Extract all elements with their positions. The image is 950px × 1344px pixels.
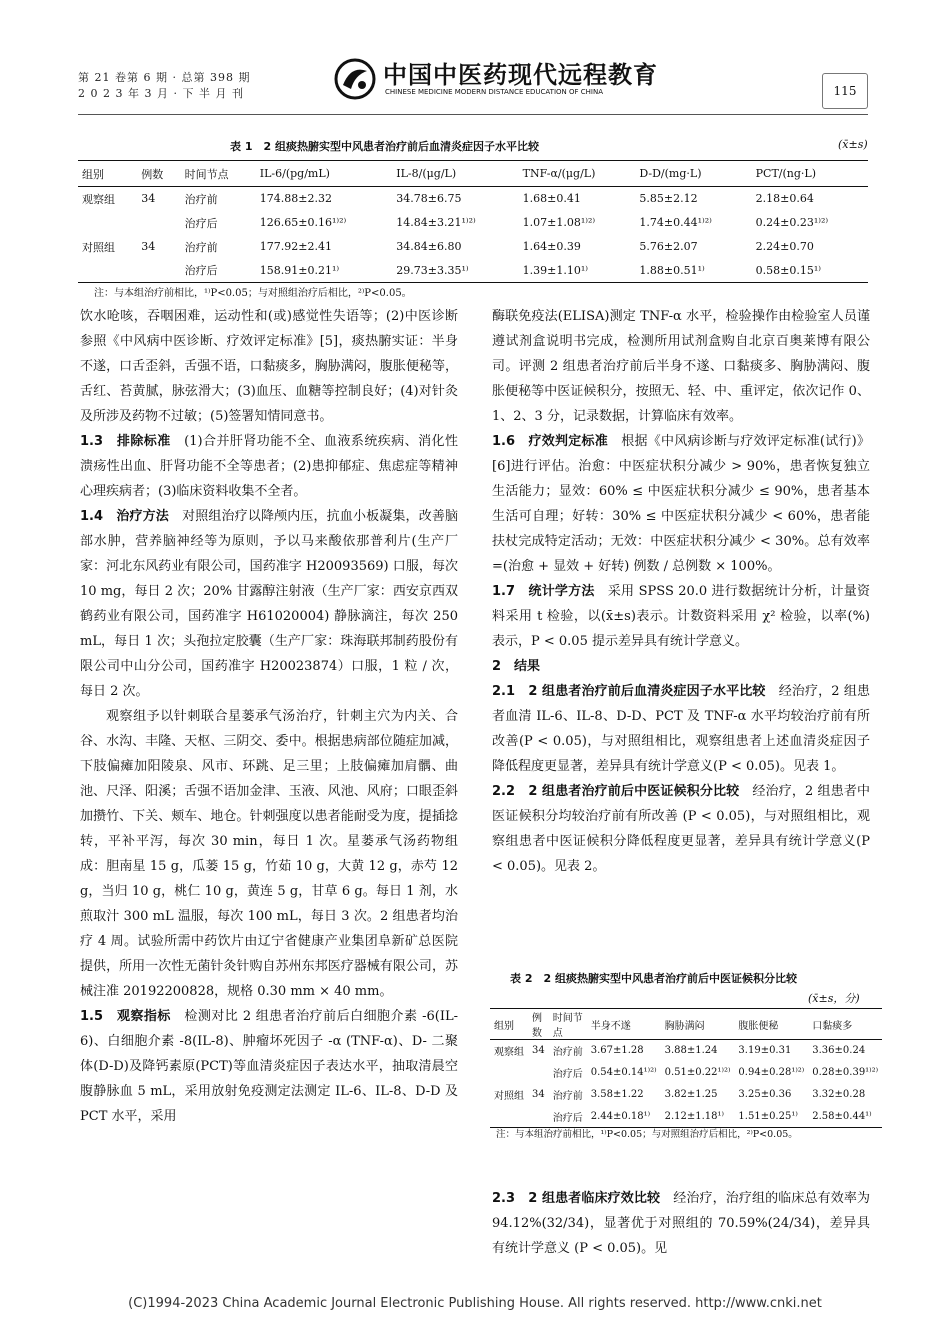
left-column [80,304,458,1129]
left_col-paragraph [80,504,458,704]
table1-header-cell: D-D/(mg·L) [639,167,702,180]
table1-cell: 14.84±3.21¹⁾²⁾ [396,216,476,229]
right_col_a-paragraph [492,429,870,579]
table1-cell: 0.58±0.15¹⁾ [755,263,821,277]
section-heading: 1.4 治疗方法 [80,509,169,524]
table1-note: 注：与本组治疗前相比，¹⁾P<0.05；与对照组治疗后相比，²⁾P<0.05。 [94,288,412,299]
table1-cell [137,211,180,235]
table2-cell: 观察组 [494,1047,524,1059]
table1-cell: 177.92±2.41 [259,240,332,253]
right_col_a-paragraph [492,579,870,654]
table1-cell: 174.88±2.32 [259,192,332,206]
section-heading: 1.7 统计学方法 [492,584,595,599]
left_col-paragraph [80,429,458,504]
table2-cell: 2.58±0.44¹⁾ [812,1110,872,1122]
table2-row [490,1084,882,1106]
right_col_a-paragraph [492,304,870,429]
table2-cell: 3.88±1.24 [664,1045,718,1057]
table1-cell [78,211,137,235]
table2-cell: 3.32±0.28 [812,1089,866,1100]
table1-header-cell: 组别 [82,167,104,181]
table1-cell: 对照组 [82,240,115,254]
table2-cell: 2.44±0.18¹⁾ [590,1110,651,1122]
table1-header-cell: 例数 [141,167,164,181]
table1-cell: 1.64±0.39 [522,240,581,253]
table1-cell: 治疗前 [184,192,218,206]
table2-cell [528,1062,549,1084]
table2-cell: 3.82±1.25 [664,1089,718,1100]
table2-cell: 治疗前 [552,1047,583,1059]
table2-cell [490,1106,528,1128]
table2-cell [528,1106,549,1128]
table2-cell: 34 [532,1089,545,1100]
table2-header-cell: 胸胁满闷 [664,1020,705,1032]
table1-cell: 1.39±1.10¹⁾ [522,263,588,277]
journal-logo [333,55,658,103]
table1-cell: 34 [141,192,156,206]
right-column-bottom [492,1186,870,1261]
page-number: 115 [822,73,868,109]
table2-cell: 3.36±0.24 [812,1045,866,1057]
paragraph-text: 对照组治疗以降颅内压，抗血小板凝集，改善脑部水肿，营养脑神经等为原则，予以马来酸依那普利片(生产厂家：河北东风药业有限公司，国药准字 H20093569) 口服，每次 10 mg，每日 2 次；20% 甘露醇注射液（生产厂家：西安京西双鹤药业有限公司，国药准字 H61020004) 静脉滴注，每次 250 mL，每日 1 次；头孢拉定胶囊（生产厂家：珠海联邦制药股份有限公司中山分公司，国药准字 H20023874）口服，1 粒 / 次，每日 2 次。 [80,509,458,699]
table1-cell: 治疗前 [184,240,218,254]
table2-cell: 0.54±0.14¹⁾²⁾ [590,1067,657,1078]
table2-unit: (x̄±s，分) [808,992,860,1005]
volume-line: 第 21 卷第 6 期 · 总第 398 期 [78,71,251,84]
table1-cell: 1.68±0.41 [522,192,581,206]
section-heading: 2.3 2 组患者临床疗效比较 [492,1191,661,1206]
table1-header-cell: IL-6/(pg/mL) [259,167,330,180]
table2-row [490,1040,882,1062]
table2-header-cell: 组别 [494,1020,514,1032]
table1-cell: 1.74±0.44¹⁾²⁾ [639,216,712,229]
table1-cell: 0.24±0.23¹⁾²⁾ [755,216,829,229]
section-heading: 2.1 2 组患者治疗前后血清炎症因子水平比较 [492,684,766,699]
left_col-paragraph [80,704,458,1004]
table1-cell: 158.91±0.21¹⁾ [259,263,340,277]
table2-cell: 3.19±0.31 [738,1045,792,1057]
journal-emblem-icon [333,57,377,101]
section-heading: 2 结果 [492,659,541,674]
right-column-top [492,304,870,879]
table1-cell: 2.18±0.64 [755,192,814,206]
paragraph-text: 经治疗，2 组患者中医证候积分均较治疗前有所改善 (P < 0.05)，与对照组相比，观察组患者中医证候积分降低程度更显著，差异具有统计学意义(P < 0.05)。见表 2。 [492,784,870,874]
table2-header-cell: 口黏痰多 [812,1020,853,1032]
paragraph-text: 根据《中风病诊断与疗效评定标准(试行)》[6]进行评估。治愈：中医症状积分减少 > 90%，患者恢复独立生活能力；显效：60% ≤ 中医症状积分减少 ≤ 90%，患者基本生活可自理；好转：30% ≤ 中医症状积分减少 < 60%，患者能扶杖完成特定活动；无效：中医症状积分减少 < 30%。总有效率 =(治愈 + 显效 + 好转) 例数 / 总例数 × 100%。 [492,434,870,574]
left_col-paragraph [80,304,458,429]
table1-cell: 5.76±2.07 [639,240,698,253]
table2-cell: 0.51±0.22¹⁾²⁾ [664,1067,731,1078]
table2-header-cell: 腹胀便秘 [738,1020,779,1032]
table2-cell: 3.58±1.22 [590,1089,644,1100]
date-line: 2 0 2 3 年 3 月 · 下 半 月 刊 [78,87,244,100]
table2-row [490,1062,882,1084]
table2-cell: 治疗后 [552,1069,583,1080]
copyright-footer: (C)1994-2023 China Academic Journal Electronic Publishing House. All rights reserved. http://www.cnki.net [128,1296,822,1311]
table1-header-cell: IL-8/(μg/L) [396,167,457,180]
table2-cell: 治疗前 [552,1091,583,1102]
table1-header-cell: PCT/(ng·L) [755,167,817,180]
section-heading: 2.2 2 组患者治疗前后中医证候积分比较 [492,784,740,799]
table1-cell: 2.24±0.70 [755,240,814,253]
table1-cell [78,259,137,283]
table1-cell [137,259,180,283]
table2-cell: 治疗后 [552,1112,583,1124]
right_col_b-paragraph [492,1186,870,1261]
journal-name-cn: 中国中医药现代远程教育 [383,60,658,89]
table1-cell: 治疗后 [184,216,218,230]
table1-cell: 1.88±0.51¹⁾ [639,263,705,277]
table2-cell: 1.51±0.25¹⁾ [738,1110,798,1122]
table1-unit: (x̄±s) [838,138,868,151]
paragraph-text: 经治疗，治疗组的临床总有效率为 94.12%(32/34)，显著优于对照组的 70.59%(24/34)，差异具有统计学意义 (P < 0.05)。见 [492,1191,870,1256]
table1-cell: 34 [141,240,156,253]
table1-caption: 表 1 2 组痰热腑实型中风患者治疗前后血清炎症因子水平比较 [230,140,539,153]
table2-cell: 2.12±1.18¹⁾ [664,1110,724,1122]
table1-cell: 126.65±0.16¹⁾²⁾ [259,216,347,229]
paragraph-text: (1)合并肝肾功能不全、血液系统疾病、消化性溃疡性出血、肝肾功能不全等患者；(2)患抑郁症、焦虑症等精神心理疾病者；(3)临床资料收集不全者。 [80,434,459,499]
issue-info [78,70,250,102]
table1-cell: 治疗后 [184,264,218,278]
paragraph-text: 采用 SPSS 20.0 进行数据统计分析，计量资料采用 t 检验，以(x̄±s)表示。计数资料采用 χ² 检验，以率(%)表示，P < 0.05 提示差异具有统计学意义。 [492,584,870,649]
paragraph-text: 饮水呛咳，吞咽困难，运动性和(或)感觉性失语等；(2)中医诊断参照《中风病中医诊断、疗效评定标准》[5]，痰热腑实证：半身不遂，口舌歪斜，舌强不语，口黏痰多，胸胁满闷，腹胀便秘等，舌红、苔黄腻，脉弦滑大；(3)血压、血糖等控制良好；(4)对针灸及所涉及药物不过敏；(5)签署知情同意书。 [80,309,458,424]
section-heading: 1.3 排除标准 [80,434,171,449]
paragraph-text: 检测对比 2 组患者治疗前后白细胞介素 -6(IL-6)、白细胞介素 -8(IL-8)、肿瘤坏死因子 -α (TNF-α)、D- 二聚体(D-D)及降钙素原(PCT)等血清炎症因子表达水平，抽取清晨空腹静脉血 5 mL，采用放射免疫测定法测定 IL-6、IL-8、D-D 及 PCT 水平，采用 [80,1009,458,1124]
table1-header-cell: TNF-α/(μg/L) [522,167,596,180]
paragraph-text: 经治疗，2 组患者血清 IL-6、IL-8、D-D、PCT 及 TNF-α 水平均较治疗前有所改善(P < 0.05)，与对照组相比，观察组患者上述血清炎症因子降低程度更显著，差异具有统计学意义(P < 0.05)。见表 1。 [492,684,870,774]
right_col_a-paragraph [492,679,870,779]
table2-cell: 0.28±0.39¹⁾²⁾ [812,1067,879,1078]
table2-row [490,1106,882,1128]
paragraph-text: 观察组予以针刺联合星蒌承气汤治疗，针刺主穴为内关、合谷、水沟、丰隆、天枢、三阴交、委中。根据患病部位随症加减，下肢偏瘫加阳陵泉、风市、环跳、足三里；上肢偏瘫加肩髃、曲池、尺泽、阳溪；舌强不语加金津、玉液、风池、风府；口眼歪斜加攒竹、下关、颊车、地仓。针刺强度以患者能耐受为度，提插捻转，平补平泻，每次 30 min，每日 1 次。星蒌承气汤药物组成：胆南星 15 g，瓜蒌 15 g，竹茹 10 g，大黄 12 g，赤芍 12 g，当归 10 g，桃仁 10 g，黄连 5 g，甘草 6 g。每日 1 剂，水煎取汁 300 mL 温服，每次 100 mL，每日 3 次。2 组患者均治疗 4 周。试验所需中药饮片由辽宁省健康产业集团阜新矿总医院提供，所用一次性无菌针灸针购自苏州东邦医疗器械有限公司，苏械注准 20192200828，规格 0.30 mm × 40 mm。 [80,709,458,999]
table1-cell: 29.73±3.35¹⁾ [396,263,469,277]
table2-header-cell: 例数 [532,1013,542,1039]
table2-cell: 3.25±0.36 [738,1089,792,1100]
journal-name-en: CHINESE MEDICINE MODERN DISTANCE EDUCATION OF CHINA [385,88,603,96]
table1-row [78,187,868,211]
section-heading: 1.6 疗效判定标准 [492,434,608,449]
table2-header-cell: 时间节点 [552,1013,583,1039]
table2-caption: 表 2 2 组痰热腑实型中风患者治疗前后中医证候积分比较 [510,972,797,985]
table1-row [78,235,868,259]
table1-row [78,259,868,283]
table1-cell: 34.84±6.80 [396,240,462,253]
right_col_a-paragraph [492,779,870,879]
table2-note: 注：与本组治疗前相比，¹⁾P<0.05；与对照组治疗后相比，²⁾P<0.05。 [496,1129,798,1140]
table1 [78,160,868,283]
table1-cell: 5.85±2.12 [639,192,698,206]
right_col_a-paragraph [492,654,870,679]
table2-cell [490,1062,528,1084]
table1-cell: 1.07±1.08¹⁾²⁾ [522,216,596,229]
table2-header-cell: 半身不遂 [590,1020,631,1032]
section-heading: 1.5 观察指标 [80,1009,171,1024]
table2-cell: 0.94±0.28¹⁾²⁾ [738,1067,805,1078]
paragraph-text: 酶联免疫法(ELISA)测定 TNF-α 水平，检验操作由检验室人员谨遵试剂盒说明书完成，检测所用试剂盒购自北京百奥莱博有限公司。评测 2 组患者治疗前后半身不遂、口黏痰多、胸胁满闷、腹胀便秘等中医证候积分，按照无、轻、中、重评定，依次记作 0、1、2、3 分，记录数据，计算临床有效率。 [492,309,870,424]
header-rule [78,114,868,115]
table1-cell: 观察组 [82,192,115,206]
table2 [490,1008,882,1128]
table1-row [78,211,868,235]
table1-header-cell: 时间节点 [184,167,229,181]
table2-cell: 对照组 [494,1091,524,1102]
table2-cell: 34 [532,1045,545,1057]
left_col-paragraph [80,1004,458,1129]
table1-cell: 34.78±6.75 [396,192,462,206]
table2-cell: 3.67±1.28 [590,1045,644,1057]
